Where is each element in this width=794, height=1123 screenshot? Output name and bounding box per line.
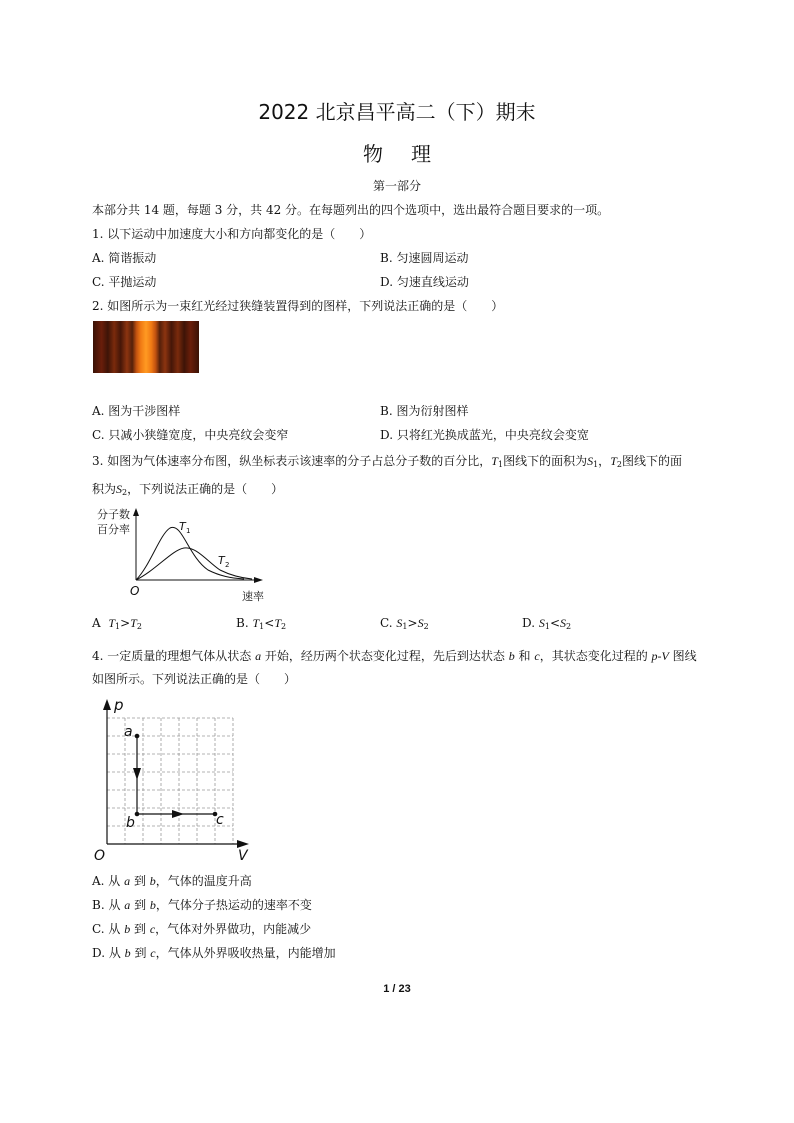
q1-option-b: B. 匀速圆周运动	[380, 251, 469, 265]
pv-a-label: a	[124, 724, 133, 740]
part-label: 第一部分	[372, 179, 421, 193]
q1-stem: 1. 以下运动中加速度大小和方向都变化的是（ ）	[92, 227, 372, 241]
pv-graph	[92, 694, 252, 866]
q3-option-d: D. $S_1<S_2$	[522, 616, 572, 631]
diffraction-pattern-image	[93, 321, 199, 373]
document-title: 2022 北京昌平高二（下）期末	[258, 100, 536, 124]
pv-origin: O	[94, 848, 106, 864]
q2-option-c: C. 只减小狭缝宽度，中央亮纹会变窄	[92, 428, 289, 442]
q4-option-c: C. 从 b 到 c，气体对外界做功，内能减少	[92, 922, 312, 936]
curve-t1	[136, 527, 244, 580]
instructions: 本部分共 14 题，每题 3 分，共 42 分。在每题列出的四个选项中，选出最符合题目要求的一项。	[92, 203, 610, 217]
q1-option-d: D. 匀速直线运动	[380, 275, 469, 289]
page-number: 1 / 23	[383, 983, 411, 995]
q3-stem-line1: 3. 如图为气体速率分布图，纵坐标表示该速率的分子占总分子数的百分比，$T_1$图线下的面积为$S_1$，$T_2$图线下的面	[92, 454, 682, 469]
q4-stem-line2: 如图所示。下列说法正确的是（ ）	[92, 672, 297, 686]
graph-origin: O	[130, 584, 140, 598]
curve-t2-label: T	[218, 554, 225, 567]
q4-option-a: A. 从 a 到 b，气体的温度升高	[92, 874, 252, 888]
q3-stem-line2: 积为$S_2$，下列说法正确的是（ ）	[92, 482, 284, 497]
q4-option-b: B. 从 a 到 b，气体分子热运动的速率不变	[92, 898, 312, 912]
curve-t1-label: T	[179, 520, 186, 533]
subject-title: 物理	[363, 142, 459, 166]
curve-t2-sub: 2	[225, 561, 230, 569]
pv-c-label: c	[216, 812, 224, 828]
q2-option-a: A. 图为干涉图样	[92, 404, 181, 418]
q4-option-d: D. 从 b 到 c，气体从外界吸收热量，内能增加	[92, 946, 336, 960]
q4-stem-line1: 4. 一定质量的理想气体从状态 a 开始，经历两个状态变化过程，先后到达状态 b 和 c，其状态变化过程的 p-V 图线	[92, 649, 697, 663]
curve-t1-sub: 1	[186, 527, 191, 535]
q3-option-c: C. $S_1>S_2$	[380, 616, 429, 631]
pv-v-arrow	[237, 840, 249, 848]
arrow-a-to-b	[133, 768, 141, 780]
graph-ylabel-1: 分子数	[97, 508, 130, 521]
q1-option-a: A. 简谐振动	[92, 251, 157, 265]
q2-option-d: D. 只将红光换成蓝光，中央亮纹会变宽	[380, 428, 589, 442]
q3-option-a: A $T_1>T_2$	[92, 616, 142, 631]
q3-option-b: B. $T_1<T_2$	[236, 616, 287, 631]
pv-v-label: V	[238, 848, 248, 864]
speed-distribution-graph	[92, 504, 277, 606]
arrow-b-to-c	[172, 810, 184, 818]
graph-ylabel-2: 百分率	[97, 523, 130, 536]
graph-xlabel: 速率	[242, 590, 264, 603]
pv-p-arrow	[103, 699, 111, 710]
pv-b-label: b	[126, 815, 135, 831]
pv-p-label: p	[114, 696, 124, 714]
q2-option-b: B. 图为衍射图样	[380, 404, 469, 418]
q1-option-c: C. 平抛运动	[92, 275, 157, 289]
graph-y-arrow	[133, 508, 139, 516]
graph-x-arrow	[254, 577, 263, 583]
point-b	[135, 812, 140, 817]
point-a	[135, 734, 140, 739]
q2-stem: 2. 如图所示为一束红光经过狭缝装置得到的图样，下列说法正确的是（ ）	[92, 299, 504, 313]
